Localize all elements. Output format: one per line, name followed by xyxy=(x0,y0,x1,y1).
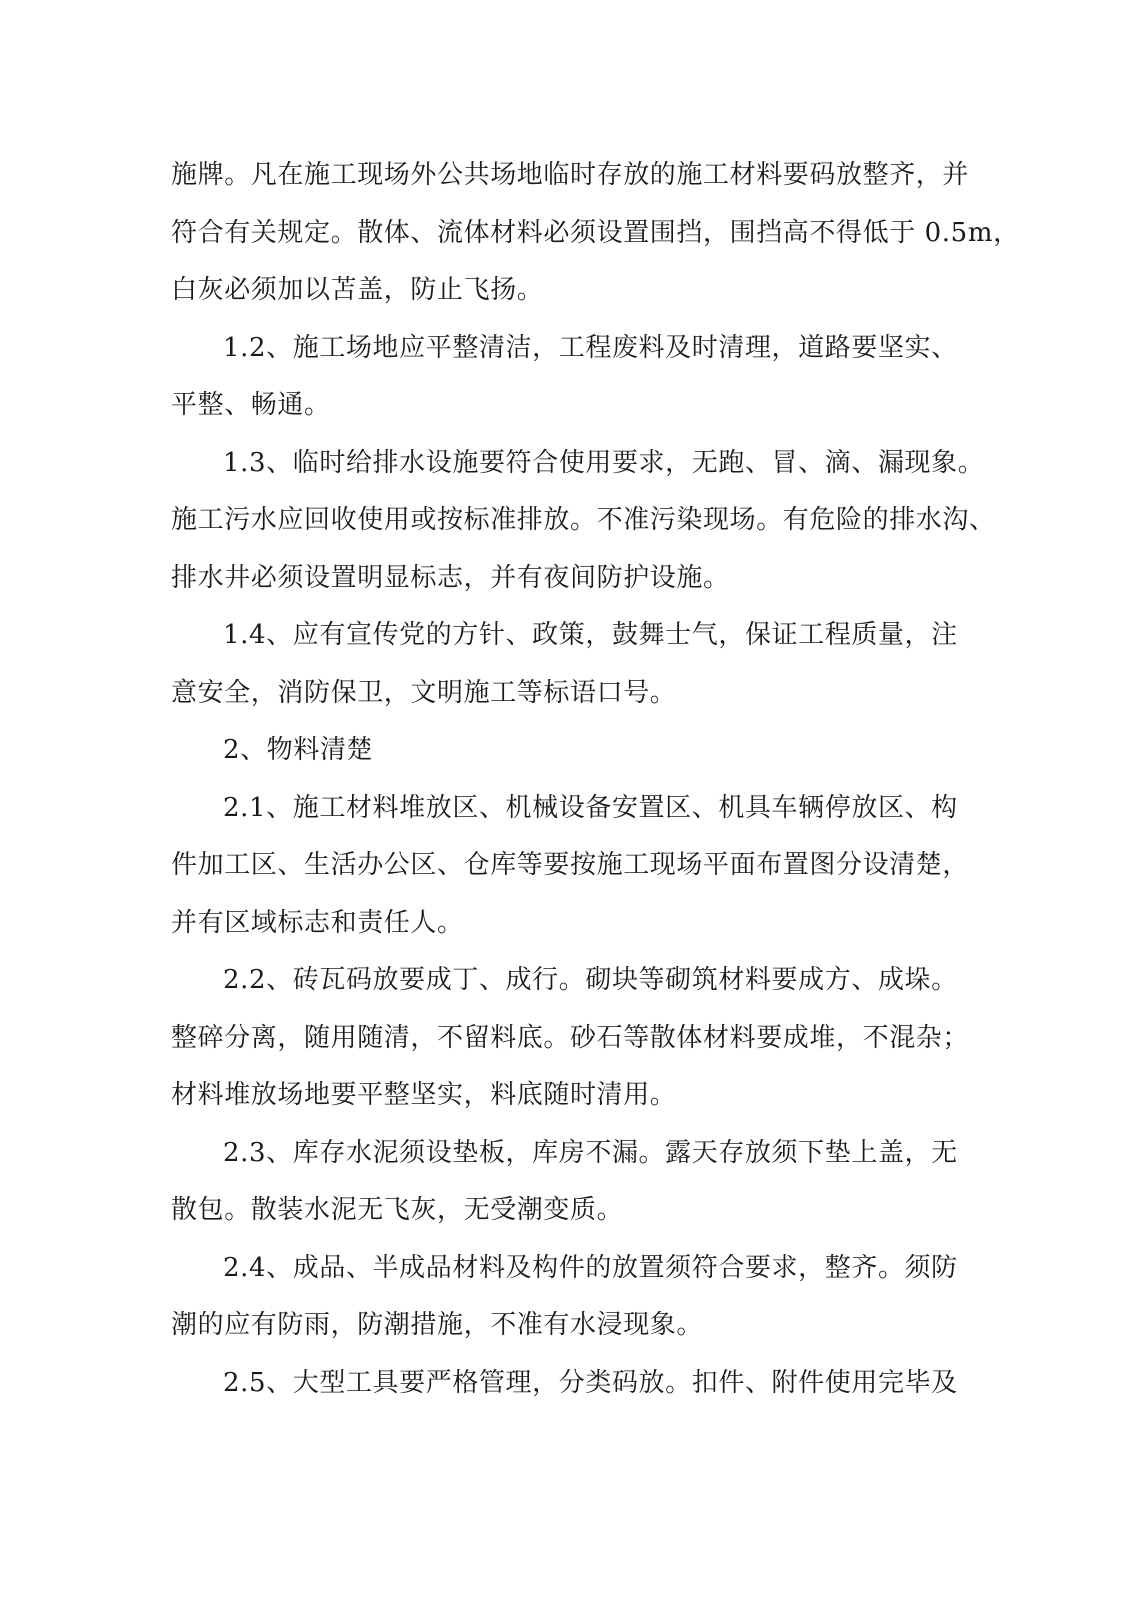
text-line: 潮的应有防雨，防潮措施，不准有水浸现象。 xyxy=(171,1310,704,1340)
text-line: 散包。散装水泥无飞灰，无受潮变质。 xyxy=(171,1195,624,1225)
text-line: 件加工区、生活办公区、仓库等要按施工现场平面布置图分设清楚， xyxy=(171,850,970,880)
body-text xyxy=(171,147,1020,1412)
text-line: 意安全，消防保卫，文明施工等标语口号。 xyxy=(171,677,677,708)
text-line: 白灰必须加以苫盖，防止飞扬。 xyxy=(171,275,544,305)
text-line: 2.5、大型工具要严格管理，分类码放。扣件、附件使用完毕及 xyxy=(223,1367,958,1398)
text-line: 1.2、施工场地应平整清洁，工程废料及时清理，道路要坚实、 xyxy=(223,332,958,363)
text-line: 并有区域标志和责任人。 xyxy=(171,907,464,938)
text-line: 2、物料清楚 xyxy=(223,735,374,765)
text-line: 2.1、施工材料堆放区、机械设备安置区、机具车辆停放区、构 xyxy=(223,792,958,823)
text-line: 材料堆放场地要平整坚实，料底随时清用。 xyxy=(171,1080,677,1110)
text-line: 整碎分离，随用随清，不留料底。砂石等散体材料要成堆，不混杂； xyxy=(171,1022,970,1053)
text-line: 1.3、临时给排水设施要符合使用要求，无跑、冒、滴、漏现象。 xyxy=(223,447,985,478)
text-line: 施工污水应回收使用或按标准排放。不准污染现场。有危险的排水沟、 xyxy=(171,505,996,535)
text-line: 2.4、成品、半成品材料及构件的放置须符合要求，整齐。须防 xyxy=(223,1252,958,1283)
text-line: 2.2、砖瓦码放要成丁、成行。砌块等砌筑材料要成方、成垛。 xyxy=(223,965,958,995)
text-line: 符合有关规定。散体、流体材料必须设置围挡，围挡高不得低于 0.5m， xyxy=(171,217,1020,248)
text-line: 施牌。凡在施工现场外公共场地临时存放的施工材料要码放整齐，并 xyxy=(171,160,970,190)
text-line: 2.3、库存水泥须设垫板，库房不漏。露天存放须下垫上盖，无 xyxy=(223,1137,958,1168)
text-line: 排水井必须设置明显标志，并有夜间防护设施。 xyxy=(171,562,730,593)
text-line: 平整、畅通。 xyxy=(171,390,331,420)
text-line: 1.4、应有宣传党的方针、政策，鼓舞士气，保证工程质量，注 xyxy=(223,620,958,650)
